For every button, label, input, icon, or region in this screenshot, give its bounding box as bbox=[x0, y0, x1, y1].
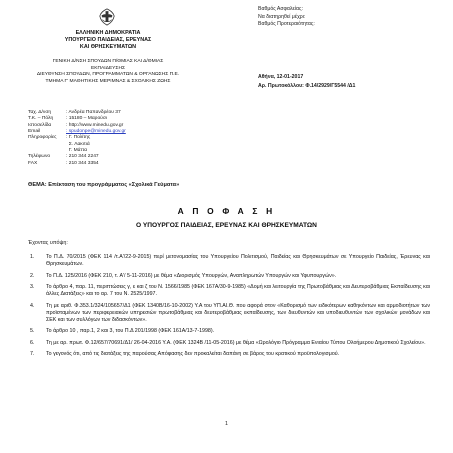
security-level-label: Βαθμός Ασφαλείας: bbox=[258, 6, 303, 12]
list-item: 5. Το άρθρο 10 , παρ.1, 2 και 3, του Π.Δ 201/1998 (ΦΕΚ 161Α/13-7-1998). bbox=[30, 328, 215, 335]
list-item: 4. Τη με αριθ. Φ.353.1/324/105657/Δ1 (ΦΕΚ 1340Β/16-10-2002) Υ.Α του ΥΠ.ΑΙ.Θ. που αφορά στον «Καθορισμό των ειδικότερων καθηκόντων και αρμοδιοτήτων των προϊσταμένων των περιφερειακών υπηρεσιών πρωτοβάθμιας και δευτεροβάθμιας εκπαίδευσης, των διευθυντών και υποδιευθυντών των σχολικών μονάδων και ΣΕΚ και των συλλόγων των διδασκόντων». bbox=[30, 302, 430, 323]
priority-label: Βαθμός Προτεραιότητας: bbox=[258, 21, 315, 28]
list-item: 2. Το Π.Δ. 125/2016 (ΦΕΚ 210, τ. Α'/ 5-11-2016) με θέμα «Διορισμός Υπουργών, Αναπληρωτών Υπουργών και Υφυπουργών». bbox=[30, 272, 337, 279]
directorate-line: ΔΙΕΥΘΥΝΣΗ ΣΠΟΥΔΩΝ, ΠΡΟΓΡΑΜΜΑΤΩΝ & ΟΡΓΑΝΩΣΗΣ Π.Ε. bbox=[36, 72, 180, 78]
contact-row: Email : spudonpe@minedu.gov.gr bbox=[28, 129, 126, 135]
decision-title: Α Π Ο Φ Α Σ Η bbox=[177, 206, 276, 216]
general-directorate-line1: ΓΕΝΙΚΗ Δ/ΝΣΗ ΣΠΟΥΔΩΝ Π/ΘΜΙΑΣ ΚΑΙ Δ/ΘΜΙΑΣ bbox=[52, 59, 164, 64]
contact-row: Πληροφορίες : Γ. Πολίτης bbox=[28, 135, 91, 141]
protocol-number: Αρ. Πρωτοκόλλου: Φ.14/2929/Γ5544 /Δ1 bbox=[258, 83, 356, 89]
contact-row: Τ.Κ. – Πόλη : 15180 – Μαρούσι bbox=[28, 116, 107, 122]
contact-row: Σ. Λακιτιά bbox=[66, 141, 90, 147]
republic-title: ΕΛΛΗΝΙΚΗ ΔΗΜΟΚΡΑΤΙΑ bbox=[75, 30, 141, 36]
retention-label: Να διατηρηθεί μέχρι: bbox=[258, 13, 306, 20]
email-link[interactable]: : spudonpe@minedu.gov.gr bbox=[66, 129, 126, 135]
contact-row: Ταχ. Δ/νση : Ανδρέα Παπανδρέου 37 bbox=[28, 110, 121, 115]
department-line: ΤΜΗΜΑ Γ' ΜΑΘΗΤΙΚΗΣ ΜΕΡΙΜΝΑΣ & ΣΧΟΛΙΚΗΣ ΖΩΗΣ bbox=[45, 78, 171, 84]
list-item: 7. Το γεγονός ότι, από τις διατάξεις της παρούσας Απόφασης δεν προκαλείται δαπάνη σε βάρος του κρατικού προϋπολογισμού. bbox=[30, 351, 340, 358]
contact-row: FAX : 210 344 3354 bbox=[28, 160, 99, 166]
general-directorate-line2: ΕΚΠΑΙΔΕΥΣΗΣ bbox=[90, 65, 126, 71]
subject-line: ΘΕΜΑ: Επέκταση του προγράμματος «Σχολικά Γεύματα» bbox=[28, 182, 180, 188]
website-link[interactable]: : http://www.minedu.gov.gr bbox=[66, 122, 124, 128]
ministry-name-line1: ΥΠΟΥΡΓΕΙΟ ΠΑΙΔΕΙΑΣ, ΕΡΕΥΝΑΣ bbox=[64, 37, 152, 43]
contact-row: Ιστοσελίδα : http://www.minedu.gov.gr bbox=[28, 122, 124, 128]
page-number: 1 bbox=[225, 421, 228, 427]
minister-heading: Ο ΥΠΟΥΡΓΟΣ ΠΑΙΔΕΙΑΣ, ΕΡΕΥΝΑΣ ΚΑΙ ΘΡΗΣΚΕΥΜΑΤΩΝ bbox=[136, 222, 317, 229]
list-item: 1. Το Π.Δ. 70/2015 (ΦΕΚ 114 /τ.Α'/22-9-2015) περί μετονομασίας του Υπουργείου Πολιτισμού, Παιδείας και Θρησκευμάτων σε Υπουργείο Παιδείας, Έρευνας και Θρησκευμάτων. bbox=[30, 254, 430, 268]
contact-block bbox=[28, 110, 126, 167]
ministry-name-line2: ΚΑΙ ΘΡΗΣΚΕΥΜΑΤΩΝ bbox=[79, 44, 137, 50]
greek-emblem-icon bbox=[98, 8, 116, 26]
intro-text: Έχοντας υπόψη: bbox=[28, 240, 68, 246]
document-date: Αθήνα, 12-01-2017 bbox=[258, 74, 304, 80]
contact-row: Τηλέφωνο : 210 344 2247 bbox=[28, 154, 99, 160]
contact-row: Γ. Μάττα bbox=[66, 148, 88, 154]
list-item: 3. Το άρθρο 4, παρ. 11, περιπτώσεις γ, ε και ζ του Ν. 1566/1985 (ΦΕΚ 167Α/30-9-1985) «Δομή και λειτουργία της Πρωτοβάθμιας και Δευτεροβάθμιας Εκπαίδευσης και άλλες Διατάξεις» και το αρ. 7 του Ν. 2525/1997. bbox=[30, 284, 430, 298]
list-item: 6. Τη με αρ. πρωτ. Φ.12/657/70691/Δ1/ 26-04-2016 Υ.Α. (ΦΕΚ 1324Β /11-05-2016) με θέμα «Ωρολόγιο Πρόγραμμα Ενιαίου Τύπου Ολοήμερου Δημοτικού Σχολείου». bbox=[30, 339, 426, 346]
considerations-list bbox=[30, 254, 430, 363]
